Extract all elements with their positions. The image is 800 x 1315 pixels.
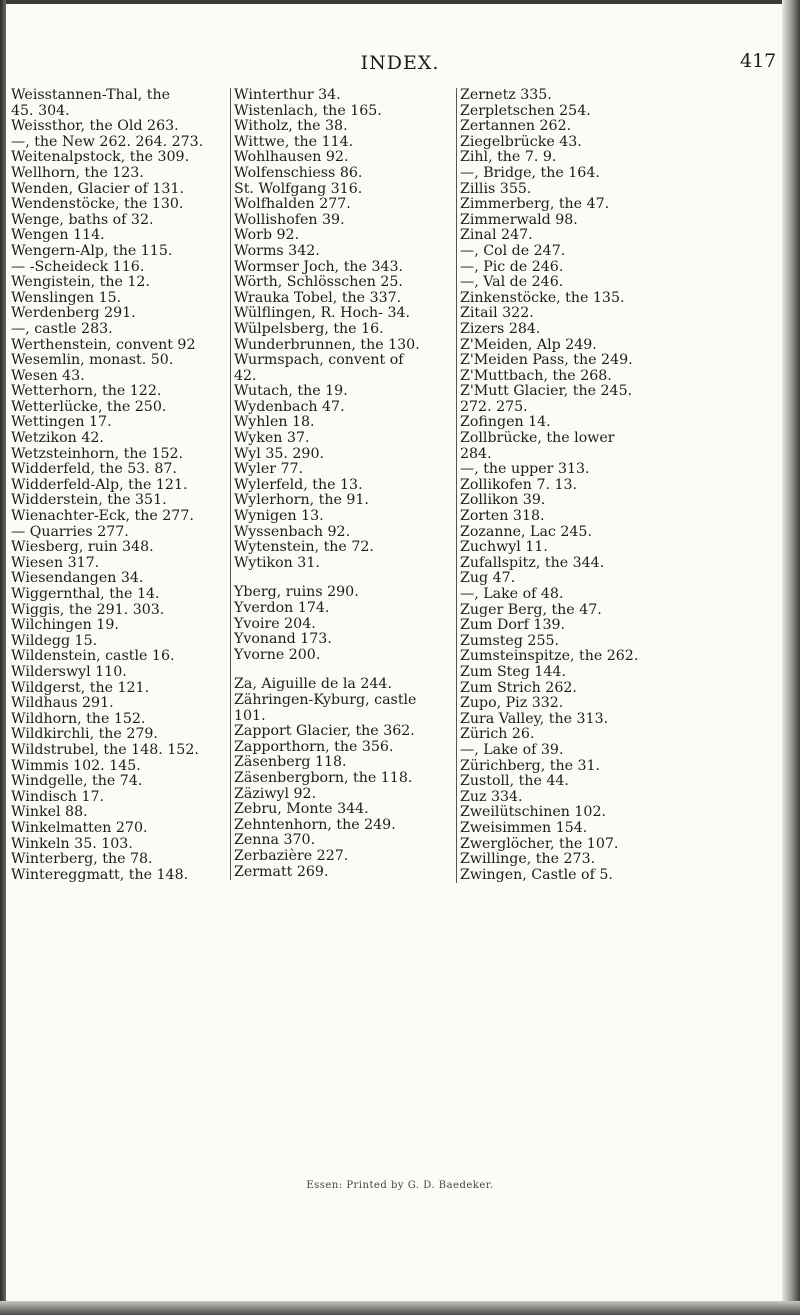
- index-entry: Za, Aiguille de la 244.: [234, 676, 392, 693]
- index-entry: Wetzsteinhorn, the 152.: [11, 445, 184, 462]
- index-entry: Worms 342.: [234, 242, 320, 259]
- index-entry: Wylerfeld, the 13.: [234, 476, 363, 493]
- index-entry: Zollikon 39.: [460, 492, 546, 509]
- index-entry: Wilchingen 19.: [11, 617, 119, 634]
- index-entry: Wytikon 31.: [234, 554, 320, 571]
- index-entry: Wienachter-Eck, the 277.: [11, 508, 194, 525]
- index-entry: Wellhorn, the 123.: [11, 164, 144, 181]
- index-entry: Zollikofen 7. 13.: [460, 476, 578, 493]
- index-entry: Zum Steg 144.: [460, 663, 566, 680]
- index-entry: 42.: [234, 367, 257, 384]
- index-entry: Zweilütschinen 102.: [460, 804, 606, 821]
- index-entry: Wörth, Schlösschen 25.: [234, 274, 403, 291]
- index-entry: Wunderbrunnen, the 130.: [234, 336, 420, 353]
- index-entry: Wormser Joch, the 343.: [234, 258, 404, 275]
- group-gap: [234, 663, 460, 677]
- index-entry: Zuz 334.: [460, 788, 523, 805]
- index-entry: Zweisimmen 154.: [460, 819, 588, 836]
- index-entry: Widderstein, the 351.: [11, 492, 167, 509]
- index-entry: Wolfhalden 277.: [234, 196, 351, 213]
- index-entry: Zermatt 269.: [234, 863, 329, 880]
- index-entry: Wenge, baths of 32.: [11, 211, 154, 228]
- index-entry: Zum Dorf 139.: [460, 617, 566, 634]
- index-entry: Wettingen 17.: [11, 414, 112, 431]
- index-entry: Zerpletschen 254.: [460, 102, 591, 119]
- index-entry: Zorten 318.: [460, 508, 545, 525]
- index-entry: Wülpelsberg, the 16.: [234, 320, 384, 337]
- index-entry: Winkeln 35. 103.: [11, 835, 133, 852]
- index-entry: Wydenbach 47.: [234, 398, 345, 415]
- index-entry: Zustoll, the 44.: [460, 773, 569, 790]
- index-entry: Windgelle, the 74.: [11, 773, 143, 790]
- index-entry: Zwillinge, the 273.: [460, 851, 596, 868]
- index-entry: Wyler 77.: [234, 461, 304, 478]
- index-entry: Wiggis, the 291. 303.: [11, 601, 165, 618]
- index-entry: Z'Mutt Glacier, the 245.: [460, 383, 633, 400]
- index-entry: Wyssenbach 92.: [234, 523, 351, 540]
- index-entry: Wenden, Glacier of 131.: [11, 180, 184, 197]
- index-entry: Wülflingen, R. Hoch- 34.: [234, 305, 411, 322]
- index-entry: Winterthur 34.: [234, 87, 341, 103]
- index-entry: 272. 275.: [460, 398, 528, 415]
- index-entry: 45. 304.: [11, 102, 70, 119]
- index-entry: Yberg, ruins 290.: [234, 584, 359, 601]
- index-entry: Wildstrubel, the 148. 152.: [11, 741, 199, 758]
- index-entry: —, the upper 313.: [460, 461, 590, 478]
- index-entry: Wengern-Alp, the 115.: [11, 242, 173, 259]
- index-group-z: [234, 677, 460, 880]
- index-entry: Wetterlücke, the 250.: [11, 398, 167, 415]
- index-entry: Witholz, the 38.: [234, 118, 348, 135]
- index-entry: Wiesendangen 34.: [11, 570, 144, 587]
- index-entry: Wohlhausen 92.: [234, 149, 349, 166]
- index-entry: —, Pic de 246.: [460, 258, 564, 275]
- index-entry: Zapport Glacier, the 362.: [234, 723, 415, 740]
- index-entry: Zozanne, Lac 245.: [460, 523, 592, 540]
- printer-imprint: Essen: Printed by G. D. Baedeker.: [306, 1180, 494, 1191]
- index-entry: Werdenberg 291.: [11, 305, 136, 322]
- index-entry: Zuger Berg, the 47.: [460, 601, 602, 618]
- index-entry: — Quarries 277.: [11, 523, 129, 540]
- running-head: INDEX.: [360, 52, 440, 74]
- index-entry: Wiesberg, ruin 348.: [11, 539, 154, 556]
- index-entry: Wildegg 15.: [11, 632, 98, 649]
- index-entry: Wilderswyl 110.: [11, 663, 127, 680]
- index-entry: Wengistein, the 12.: [11, 274, 150, 291]
- index-entry: Wesemlin, monast. 50.: [11, 352, 174, 369]
- index-entry: Zupo, Piz 332.: [460, 695, 564, 712]
- index-entry: 101.: [234, 707, 266, 724]
- index-entry: Widderfeld, the 53. 87.: [11, 461, 177, 478]
- index-entry: Wintereggmatt, the 148.: [11, 866, 189, 883]
- index-entry: —, the New 262. 264. 273.: [11, 133, 204, 150]
- group-gap: [234, 571, 460, 585]
- index-entry: Winkel 88.: [11, 804, 88, 821]
- index-entry: Zimmerberg, the 47.: [460, 196, 610, 213]
- index-entry: Z'Meiden Pass, the 249.: [460, 352, 633, 369]
- index-entry: Winkelmatten 270.: [11, 819, 148, 836]
- index-entry: Zizers 284.: [460, 320, 541, 337]
- index-group-w: [234, 88, 460, 571]
- index-entry: Zihl, the 7. 9.: [460, 149, 557, 166]
- index-entry: Zapporthorn, the 356.: [234, 738, 394, 755]
- index-entry: Wildhaus 291.: [11, 695, 114, 712]
- index-entry: Weitenalpstock, the 309.: [11, 149, 190, 166]
- index-entry: Yvorne 200.: [234, 646, 321, 663]
- index-entry: Zimmerwald 98.: [460, 211, 578, 228]
- index-entry: Windisch 17.: [11, 788, 105, 805]
- index-entry: Weissthor, the Old 263.: [11, 118, 179, 135]
- index-entry: Zinkenstöcke, the 135.: [460, 289, 625, 306]
- index-entry: Wrauka Tobel, the 337.: [234, 289, 402, 306]
- index-entry: —, Val de 246.: [460, 274, 564, 291]
- index-entry: Zenna 370.: [234, 832, 316, 849]
- index-entry: Zertannen 262.: [460, 118, 572, 135]
- index-column-2: [230, 88, 460, 880]
- index-entry: Widderfeld-Alp, the 121.: [11, 476, 188, 493]
- index-entry: Zum Strich 262.: [460, 679, 577, 696]
- index-column-3: [456, 88, 780, 883]
- index-entry: Wolfenschiess 86.: [234, 164, 363, 181]
- index-entry: Zillis 355.: [460, 180, 532, 197]
- index-entry: St. Wolfgang 316.: [234, 180, 363, 197]
- index-entry: Zwerglöcher, the 107.: [460, 835, 619, 852]
- index-entry: Wendenstöcke, the 130.: [11, 196, 184, 213]
- index-entry: Worb 92.: [234, 227, 300, 244]
- index-entry: Wistenlach, the 165.: [234, 102, 382, 119]
- index-entry: Zäziwyl 92.: [234, 785, 317, 802]
- index-entry: 284.: [460, 445, 492, 462]
- index-entry: Zürichberg, the 31.: [460, 757, 601, 774]
- index-entry: —, Lake of 48.: [460, 586, 564, 602]
- index-entry: Zäsenberg 118.: [234, 754, 347, 771]
- index-entry: Wengen 114.: [11, 227, 105, 244]
- index-entry: Zernetz 335.: [460, 87, 552, 103]
- page-edge-top: [0, 0, 800, 4]
- index-entry: Wurmspach, convent of: [234, 352, 404, 369]
- index-entry: Zehntenhorn, the 249.: [234, 816, 396, 833]
- index-entry: Wetterhorn, the 122.: [11, 383, 162, 400]
- index-entry: Wiesen 317.: [11, 554, 100, 571]
- index-entry: Wytenstein, the 72.: [234, 539, 374, 556]
- index-entry: Zinal 247.: [460, 227, 533, 244]
- index-entry: Yverdon 174.: [234, 600, 330, 616]
- index-entry: Zebru, Monte 344.: [234, 801, 369, 818]
- index-entry: Zufallspitz, the 344.: [460, 554, 605, 571]
- index-entry: Wyken 37.: [234, 430, 310, 447]
- index-entry: —, Lake of 39.: [460, 741, 564, 758]
- index-entry: Yvoire 204.: [234, 615, 316, 632]
- index-entry: Wildgerst, the 121.: [11, 679, 150, 696]
- index-entry: Wildhorn, the 152.: [11, 710, 146, 727]
- index-entry: Wesen 43.: [11, 367, 85, 384]
- page-number: 417: [740, 50, 777, 72]
- index-entry: Zumsteinspitze, the 262.: [460, 648, 639, 665]
- index-entry: Wittwe, the 114.: [234, 133, 354, 150]
- index-entry: Zitail 322.: [460, 305, 534, 322]
- index-entry: Z'Meiden, Alp 249.: [460, 336, 597, 353]
- index-entry: Wyhlen 18.: [234, 414, 315, 431]
- index-entry: —, Col de 247.: [460, 242, 566, 259]
- index-entry: Zumsteg 255.: [460, 632, 560, 649]
- index-entry: Wutach, the 19.: [234, 383, 348, 400]
- index-entry: Winterberg, the 78.: [11, 851, 153, 868]
- index-entry: Wildenstein, castle 16.: [11, 648, 175, 665]
- index-entry: Weisstannen-Thal, the: [11, 87, 171, 103]
- index-entry: Zofingen 14.: [460, 414, 551, 431]
- index-entry: Zwingen, Castle of 5.: [460, 866, 613, 883]
- index-entry: Yvonand 173.: [234, 631, 332, 648]
- index-entry: Zura Valley, the 313.: [460, 710, 609, 727]
- index-entry: Zäsenbergborn, the 118.: [234, 769, 413, 786]
- index-entry: Zerbazière 227.: [234, 847, 349, 864]
- index-entry: Zollbrücke, the lower: [460, 430, 615, 447]
- index-entry: —, Bridge, the 164.: [460, 164, 600, 181]
- index-entry: Wollishofen 39.: [234, 211, 345, 228]
- index-entry: Wenslingen 15.: [11, 289, 122, 306]
- index-entry: Ziegelbrücke 43.: [460, 133, 582, 150]
- index-entry: — -Scheideck 116.: [11, 258, 145, 275]
- index-entry: Wetzikon 42.: [11, 430, 104, 447]
- index-entry: Wyl 35. 290.: [234, 445, 324, 462]
- index-entry: Zuchwyl 11.: [460, 539, 548, 556]
- index-entry: Wildkirchli, the 279.: [11, 726, 158, 743]
- index-group-y: [234, 585, 460, 663]
- index-column-1: [11, 88, 233, 883]
- index-entry: Wiggernthal, the 14.: [11, 586, 160, 602]
- index-entry: Zug 47.: [460, 570, 516, 587]
- index-entry: Wylerhorn, the 91.: [234, 492, 369, 509]
- index-entry: —, castle 283.: [11, 320, 113, 337]
- index-entry: Z'Muttbach, the 268.: [460, 367, 612, 384]
- page-edge-bottom: [0, 1301, 800, 1315]
- page-edge-right: [782, 0, 800, 1315]
- index-entry: Wynigen 13.: [234, 508, 324, 525]
- index-entry: Zürich 26.: [460, 726, 535, 743]
- page-edge-left: [0, 0, 6, 1315]
- index-entry: Wimmis 102. 145.: [11, 757, 141, 774]
- index-entry: Zähringen-Kyburg, castle: [234, 691, 417, 708]
- index-entry: Werthenstein, convent 92: [11, 336, 196, 353]
